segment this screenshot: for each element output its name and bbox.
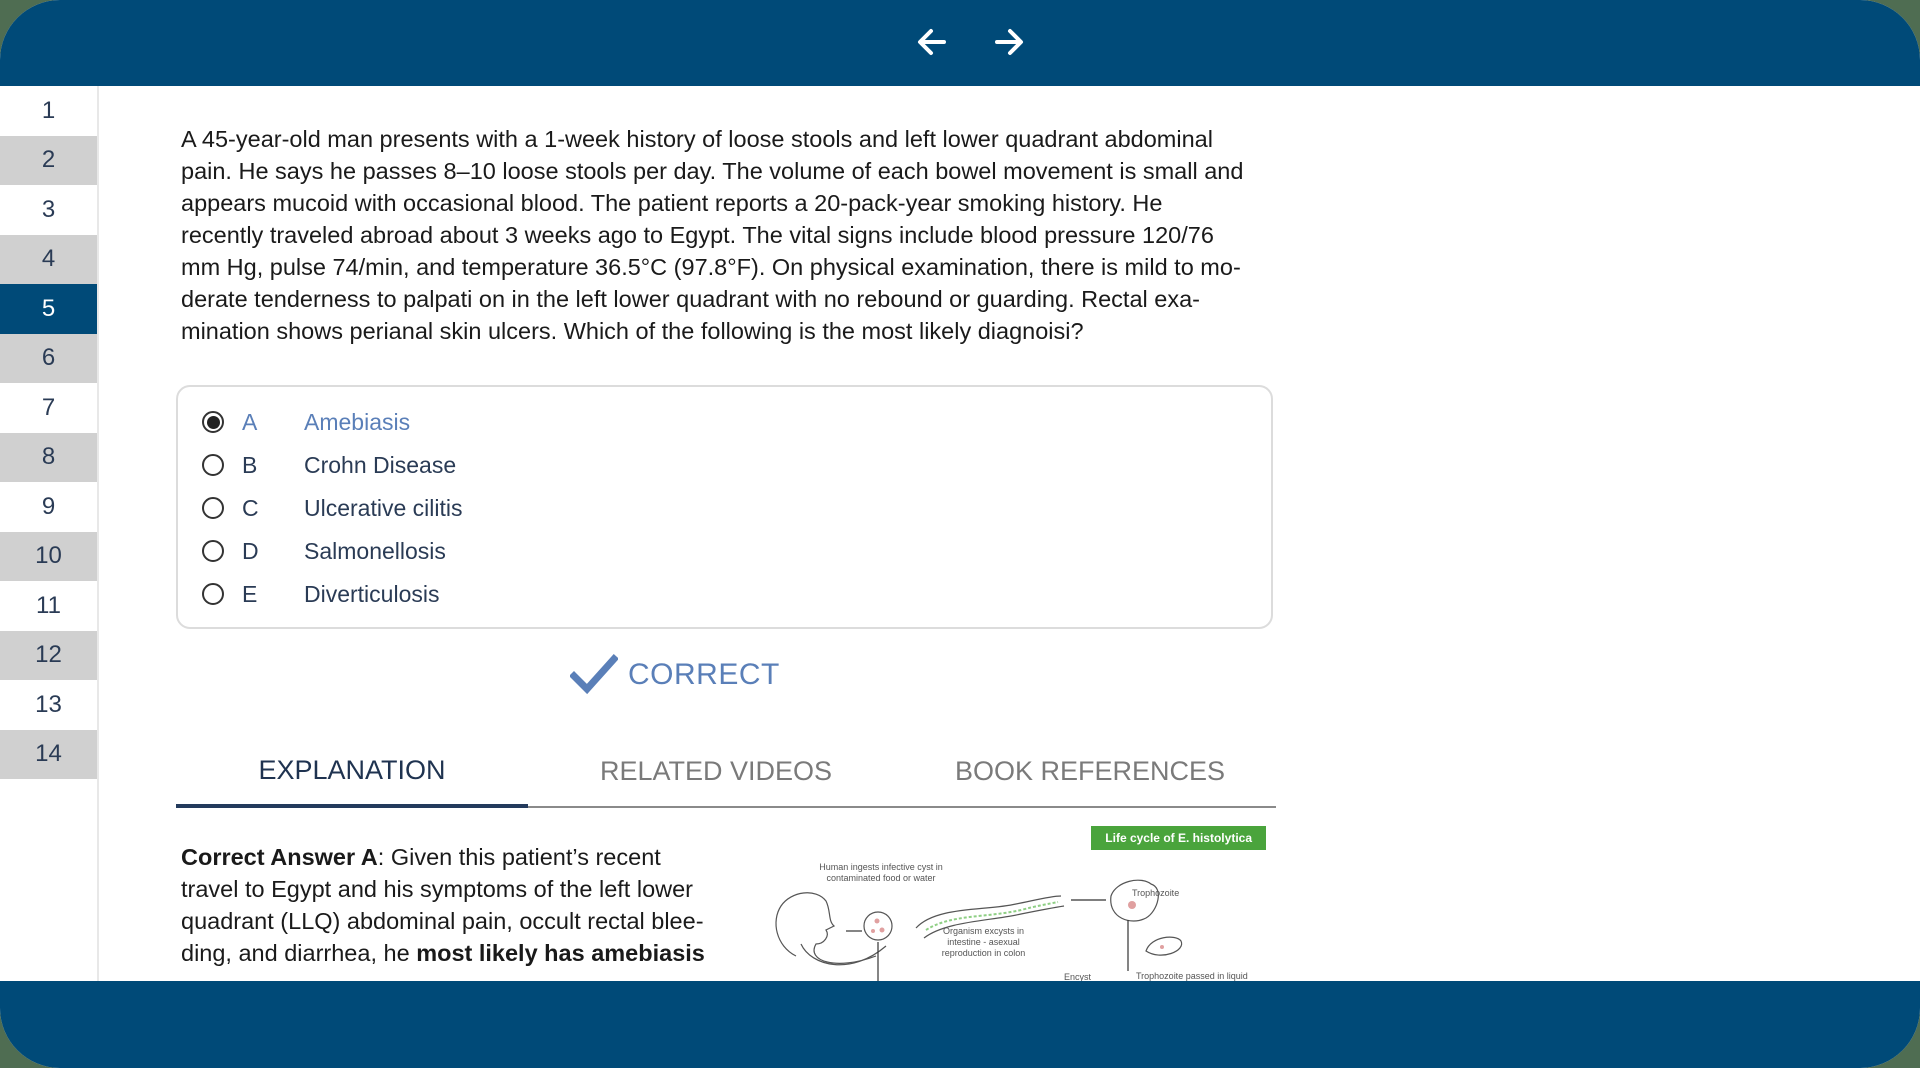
bottom-bar — [0, 981, 1920, 1068]
next-question-button[interactable] — [987, 20, 1031, 64]
question-line: pain. He says he passes 8–10 loose stools per day. The volume of each bowel movement is small and — [181, 158, 1244, 184]
question-nav-item-5[interactable]: 5 — [0, 284, 97, 334]
question-nav-item-7[interactable]: 7 — [41, 393, 56, 421]
answer-letter: A — [242, 408, 258, 435]
answer-letter: C — [242, 494, 259, 521]
explanation-line: quadrant (LLQ) abdominal pain, occult rectal blee- — [181, 908, 704, 934]
answer-letter: E — [242, 580, 258, 607]
answer-choices — [176, 385, 1273, 629]
explanation-text-segment: : Given this patient’s recent — [377, 844, 661, 870]
answer-text: Crohn Disease — [304, 451, 457, 478]
tab-related-videos[interactable]: RELATED VIDEOS — [599, 755, 833, 786]
diagram-label-ingest: Human ingests infective cyst in contaminated food or water — [819, 862, 943, 883]
question-nav-item-3[interactable]: 3 — [41, 195, 56, 223]
arrow-right-icon — [991, 24, 1027, 60]
diagram-label-encyst: Encyst — [1064, 972, 1092, 981]
answer-letter: D — [242, 537, 259, 564]
question-line: appears mucoid with occasional blood. The patient reports a 20-pack-year smoking history. He — [181, 190, 1163, 216]
question-line: recently traveled abroad about 3 weeks ago to Egypt. The vital signs include blood pressure 120/76 — [181, 222, 1214, 248]
question-nav-item-6[interactable]: 6 — [0, 334, 97, 384]
radio-selected[interactable] — [202, 411, 224, 433]
tab-explanation[interactable]: EXPLANATION — [176, 736, 528, 808]
explanation-text — [181, 841, 741, 969]
explanation-line — [181, 841, 741, 873]
explanation-text-segment: ding, and diarrhea, he — [181, 940, 417, 966]
question-line: derate tenderness to palpati on in the left lower quadrant with no rebound or guarding. Rectal exa- — [181, 286, 1200, 312]
correct-answer-label: Correct Answer A — [181, 844, 378, 870]
question-nav-item-9[interactable]: 9 — [41, 492, 56, 520]
diagram-label-excyst: Organism excysts in intestine - asexual reproduction in colon — [941, 926, 1026, 958]
question-nav-item-4[interactable]: 4 — [0, 235, 97, 285]
question-nav-item-14[interactable]: 14 — [0, 730, 97, 780]
answer-letter: B — [242, 451, 258, 478]
answer-option-d[interactable] — [202, 531, 446, 571]
answer-text: Ulcerative cilitis — [304, 494, 463, 521]
arrow-left-icon — [914, 24, 950, 60]
answer-option-c[interactable] — [202, 488, 462, 528]
question-nav-item-10[interactable]: 10 — [0, 532, 97, 582]
lifecycle-illustration — [766, 826, 1276, 981]
answer-option-a[interactable] — [202, 402, 410, 442]
checkmark-icon — [570, 654, 618, 696]
explanation-line: travel to Egypt and his symptoms of the left lower — [181, 876, 694, 902]
question-nav-item-8[interactable]: 8 — [0, 433, 97, 483]
explanation-bold-segment: most likely has amebiasis — [416, 940, 705, 966]
answer-text: Salmonellosis — [304, 537, 446, 564]
lifecycle-diagram — [766, 826, 1276, 981]
question-navigator — [0, 86, 99, 981]
explanation-tabs — [176, 736, 1276, 808]
explanation-line — [181, 937, 741, 969]
question-nav-item-1[interactable]: 1 — [41, 96, 56, 124]
answer-text: Diverticulosis — [304, 580, 440, 607]
question-line: mm Hg, pulse 74/min, and temperature 36.5°C (97.8°F). On physical examination, there is mild to mo- — [181, 254, 1241, 280]
radio[interactable] — [202, 454, 224, 476]
diagram-label-trophozoite: Trophozoite — [1132, 888, 1180, 898]
diagram-title: Life cycle of E. histolytica — [1091, 826, 1266, 850]
question-line: A 45-year-old man presents with a 1-week history of loose stools and left lower quadrant abdominal — [181, 126, 1213, 152]
radio[interactable] — [202, 497, 224, 519]
result-indicator — [570, 654, 780, 696]
answer-option-e[interactable] — [202, 574, 439, 614]
answer-option-b[interactable] — [202, 445, 456, 485]
previous-question-button[interactable] — [910, 20, 954, 64]
radio[interactable] — [202, 583, 224, 605]
diagram-label-passed: Trophozoite passed in liquid — [1136, 971, 1248, 981]
question-nav-item-2[interactable]: 2 — [0, 136, 97, 186]
result-label: CORRECT — [628, 658, 780, 691]
top-bar — [0, 0, 1920, 86]
question-nav-item-11[interactable]: 11 — [36, 591, 61, 619]
question-stem — [181, 123, 1281, 347]
question-nav-item-12[interactable]: 12 — [0, 631, 97, 681]
radio[interactable] — [202, 540, 224, 562]
tab-book-references[interactable]: BOOK REFERENCES — [954, 755, 1226, 786]
question-line: mination shows perianal skin ulcers. Which of the following is the most likely diagnoisi? — [181, 318, 1084, 344]
question-nav-item-13[interactable]: 13 — [35, 690, 62, 718]
answer-text: Amebiasis — [304, 408, 411, 435]
